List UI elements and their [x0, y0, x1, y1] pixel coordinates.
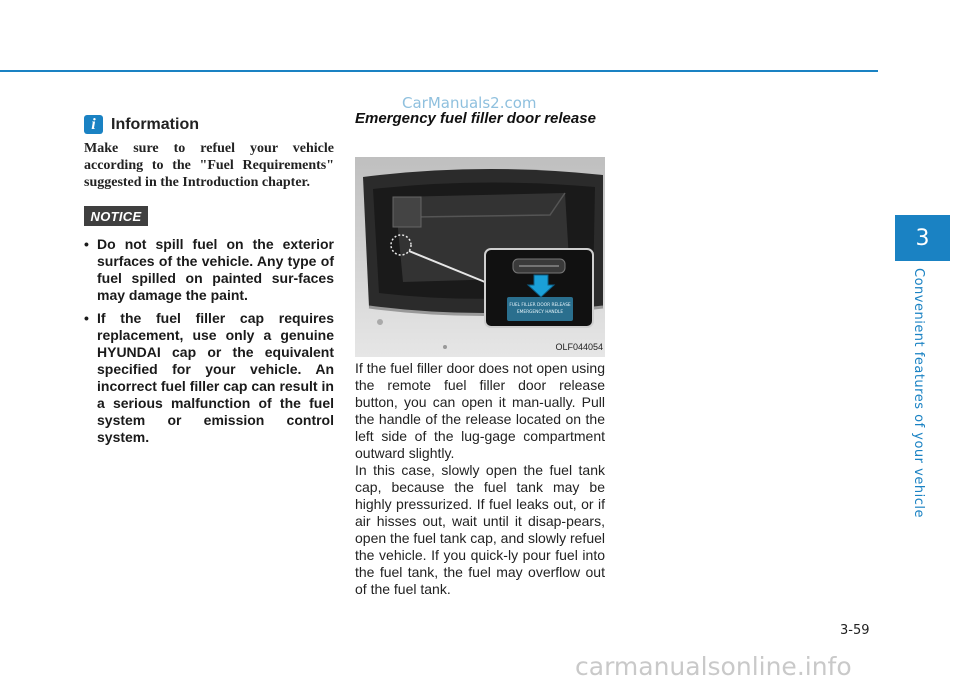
paragraph-1: If the fuel filler door does not open using the remote fuel filler door release button, you can open it man-ually. Pull the handle of the release located on the left side of the lug-gage compartment outward slightly. — [355, 360, 605, 461]
watermark-top: CarManuals2.com — [402, 94, 537, 112]
notice-item — [84, 236, 334, 304]
notice-item-text: If the fuel filler cap requires replacement, use only a genuine HYUNDAI cap or the equivalent specified for your vehicle. An incorrect fuel filler cap can result in a serious malfunction of the fuel system or emission control system. — [97, 310, 334, 445]
notice-item-text: Do not spill fuel on the exterior surfaces of the vehicle. Any type of fuel spilled on painted sur-faces may damage the paint. — [97, 236, 334, 303]
label-line-2: EMERGENCY HANDLE — [516, 310, 564, 315]
figure-code: OLF044054 — [555, 342, 603, 352]
notice-badge: NOTICE — [84, 206, 148, 226]
information-header — [84, 115, 199, 134]
notice-item — [84, 310, 334, 446]
page-number: 3-59 — [840, 623, 870, 638]
chapter-number: 3 — [915, 225, 930, 251]
header-rule — [0, 70, 878, 72]
trunk-photo — [355, 157, 605, 357]
section-title: Emergency fuel filler door release — [355, 110, 596, 127]
information-title: Information — [111, 115, 199, 133]
label-line-1: FUEL FILLER DOOR RELEASE — [509, 303, 571, 308]
bullet-icon: • — [84, 310, 89, 326]
chapter-tab — [895, 215, 950, 261]
watermark-bottom: carmanualsonline.info — [575, 652, 852, 681]
notice-list — [84, 236, 334, 452]
information-body: Make sure to refuel your vehicle according to the "Fuel Requirements" suggested in the Introduction chapter. — [84, 141, 334, 190]
chapter-title: Convenient features of your vehicle — [911, 268, 926, 518]
paragraph-2: In this case, slowly open the fuel tank cap, because the fuel tank may be highly pressurized. If fuel leaks out, or if air hisses out, wait until it disap-pears, open the fuel tank cap, and slowly refuel the vehicle. If you quick-ly pour fuel into the fuel tank, the fuel may overflow out of the fuel tank. — [355, 462, 605, 597]
bullet-icon: • — [84, 236, 89, 252]
info-icon: i — [84, 115, 103, 134]
trunk-illustration — [355, 157, 605, 357]
